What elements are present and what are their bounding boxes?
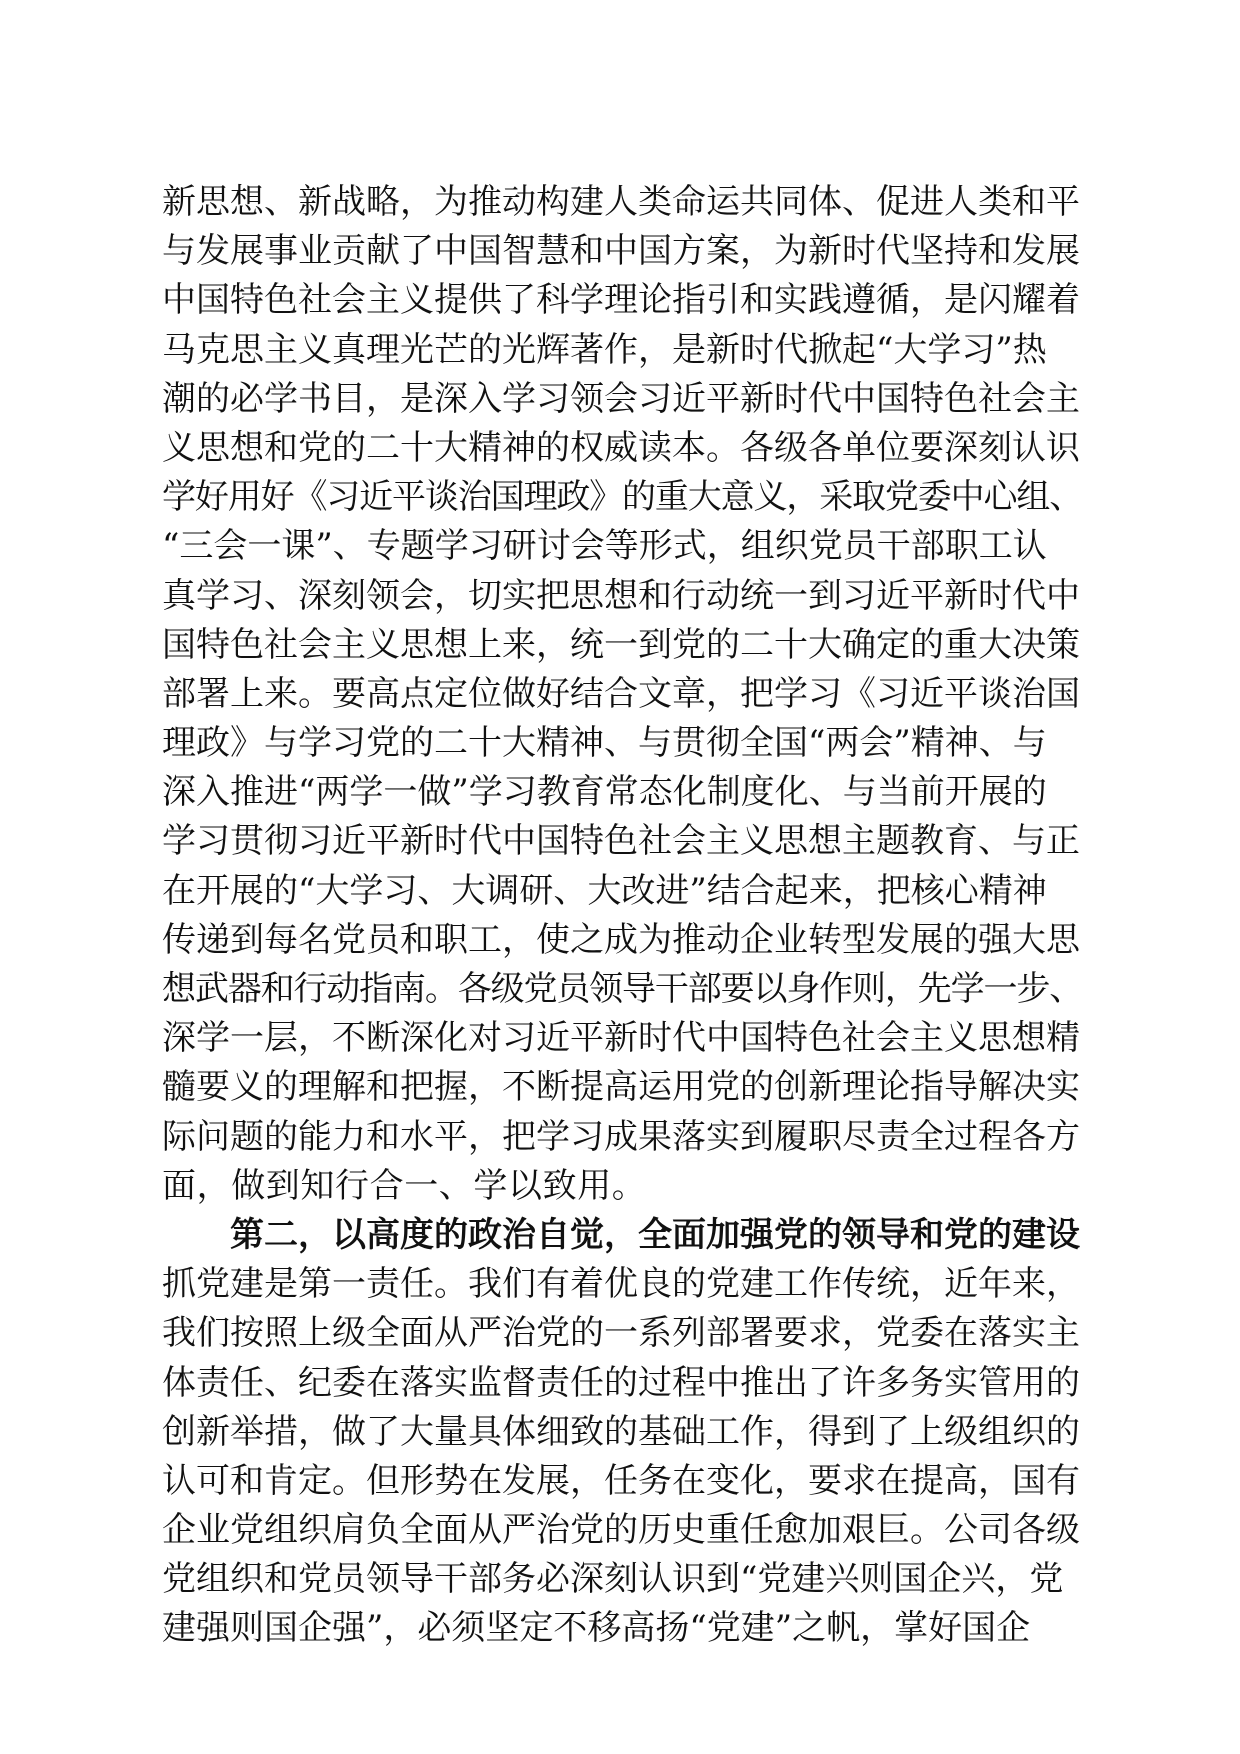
text-line: 中国特色社会主义提供了科学理论指引和实践遵循，是闪耀着 xyxy=(162,280,1080,321)
text-line: 创新举措，做了大量具体细致的基础工作，得到了上级组织的 xyxy=(162,1411,1080,1452)
text-line: 学好用好《习近平谈治国理政》的重大意义，采取党委中心组、 xyxy=(162,477,1083,518)
text-line: 际问题的能力和水平，把学习成果落实到履职尽责全过程各方 xyxy=(162,1116,1080,1157)
text-line: 传递到每名党员和职工，使之成为推动企业转型发展的强大思 xyxy=(162,919,1080,960)
text-line: 抓党建是第一责任。我们有着优良的党建工作传统，近年来， xyxy=(162,1264,1080,1305)
text-line: 深入推进“两学一做”学习教育常态化制度化、与当前开展的 xyxy=(162,772,1047,813)
text-line: 髓要义的理解和把握，不断提高运用党的创新理论指导解决实 xyxy=(162,1067,1080,1108)
text-line: 面，做到知行合一、学以致用。 xyxy=(162,1165,647,1206)
text-line: 国特色社会主义思想上来，统一到党的二十大确定的重大决策 xyxy=(162,624,1080,665)
text-line: 学习贯彻习近平新时代中国特色社会主义思想主题教育、与正 xyxy=(162,821,1080,862)
text-line: 想武器和行动指南。各级党员领导干部要以身作则，先学一步、 xyxy=(162,969,1083,1009)
document-body xyxy=(162,178,1082,1654)
section-heading-line: 第二，以高度的政治自觉，全面加强党的领导和党的建设 xyxy=(162,1214,1080,1255)
text-line: 认可和肯定。但形势在发展，任务在变化，要求在提高，国有 xyxy=(162,1460,1080,1501)
text-line: 理政》与学习党的二十大精神、与贯彻全国“两会”精神、与 xyxy=(162,723,1047,764)
text-line: 潮的必学书目，是深入学习领会习近平新时代中国特色社会主 xyxy=(162,378,1080,419)
text-line: 马克思主义真理光芒的光辉著作，是新时代掀起“大学习”热 xyxy=(162,329,1047,370)
text-line: 在开展的“大学习、大调研、大改进”结合起来，把核心精神 xyxy=(162,870,1047,911)
text-line: 深学一层，不断深化对习近平新时代中国特色社会主义思想精 xyxy=(162,1018,1080,1059)
text-line: 建强则国企强”，必须坚定不移高扬“党建”之帆，掌好国企 xyxy=(162,1608,1031,1649)
text-line: 企业党组织肩负全面从严治党的历史重任愈加艰巨。公司各级 xyxy=(162,1510,1080,1551)
text-line: 部署上来。要高点定位做好结合文章，把学习《习近平谈治国 xyxy=(162,673,1080,714)
text-line: 新思想、新战略，为推动构建人类命运共同体、促进人类和平 xyxy=(162,182,1080,222)
text-line: 与发展事业贡献了中国智慧和中国方案，为新时代坚持和发展 xyxy=(162,231,1080,272)
text-line: “三会一课”、专题学习研讨会等形式，组织党员干部职工认 xyxy=(162,526,1047,567)
text-line: 真学习、深刻领会，切实把思想和行动统一到习近平新时代中 xyxy=(162,575,1080,616)
text-line: 党组织和党员领导干部务必深刻认识到“党建兴则国企兴，党 xyxy=(162,1559,1064,1600)
text-line: 义思想和党的二十大精神的权威读本。各级各单位要深刻认识 xyxy=(162,427,1080,468)
text-line: 体责任、纪委在落实监督责任的过程中推出了许多务实管用的 xyxy=(162,1362,1080,1403)
text-line: 我们按照上级全面从严治党的一系列部署要求，党委在落实主 xyxy=(162,1313,1080,1354)
